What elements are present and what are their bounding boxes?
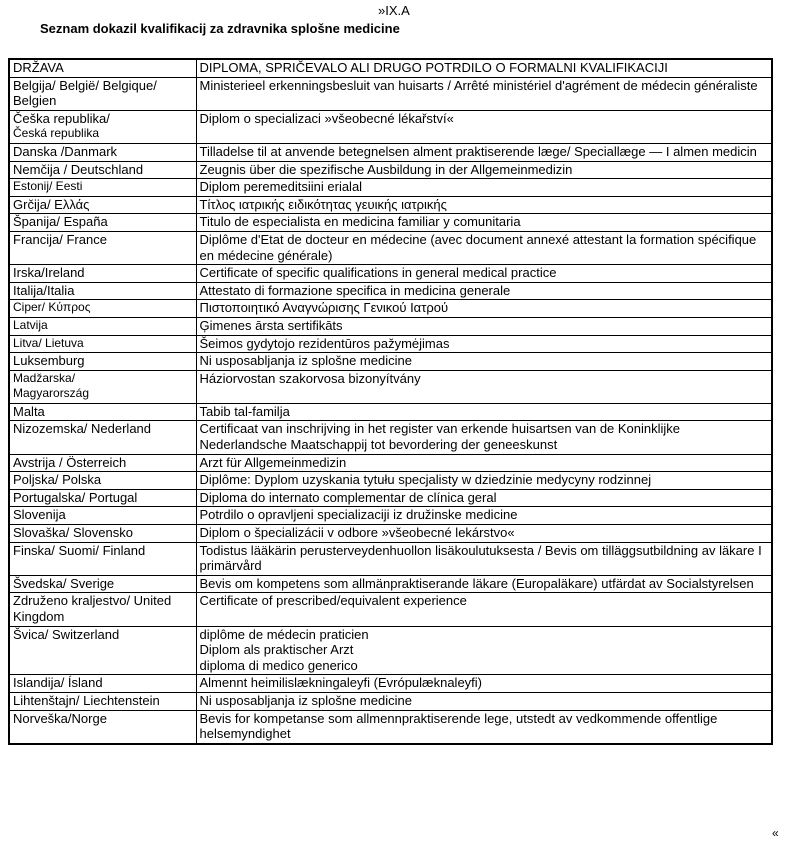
qualification-cell: Πιστοποιητικό Αναγνώρισης Γενικού Ιατρού: [196, 300, 772, 318]
country-cell: Luksemburg: [9, 353, 196, 371]
country-cell: Belgija/ België/ Belgique/ Belgien: [9, 77, 196, 110]
qualification-cell: Diplôme: Dyplom uzyskania tytułu specjalisty w dziedzinie medycyny rodzinnej: [196, 472, 772, 490]
country-cell: Lihtenštajn/ Liechtenstein: [9, 692, 196, 710]
annex-label: »IX.A: [378, 3, 410, 18]
table-row: [9, 143, 772, 161]
qualification-line-german: Diplom als praktischer Arzt: [199, 642, 354, 658]
country-cell: Italija/Italia: [9, 282, 196, 300]
qualification-cell: Certificaat van inschrijving in het register van erkende huisartsen van de Koninklijke Nederlandsche Maatschappij tot bevordering der geneeskunst: [196, 421, 772, 454]
table-row: [9, 489, 772, 507]
country-cell: Nemčija / Deutschland: [9, 161, 196, 179]
qualification-cell: Almennt heimilislækningaleyfi (Evrópulæknaleyfi): [196, 675, 772, 693]
table-row: [9, 675, 772, 693]
qualification-cell: Tilladelse til at anvende betegnelsen alment praktiserende læge/ Speciallæge — I almen medicin: [196, 143, 772, 161]
table-row: [9, 575, 772, 593]
table-row: [9, 353, 772, 371]
table-row: [9, 161, 772, 179]
table-row: [9, 626, 772, 675]
table-row: [9, 196, 772, 214]
header-country: DRŽAVA: [9, 59, 196, 77]
qualification-cell: Certificate of specific qualifications in general medical practice: [196, 265, 772, 283]
country-cell: Irska/Ireland: [9, 265, 196, 283]
table-row: [9, 454, 772, 472]
table-row: [9, 472, 772, 490]
country-cell: Estonij/ Eesti: [9, 179, 196, 197]
table-row: [9, 692, 772, 710]
qualification-cell: Bevis for kompetanse som allmennpraktiserende lege, utstedt av vedkommende offentlige helsemyndighet: [196, 710, 772, 744]
qualification-cell: Diploma do internato complementar de clínica geral: [196, 489, 772, 507]
qualification-cell: Šeimos gydytojo rezidentūros pažymėjimas: [196, 335, 772, 353]
table-row: [9, 403, 772, 421]
table-row: [9, 370, 772, 403]
country-cell: Slovaška/ Slovensko: [9, 525, 196, 543]
country-cell: Grčija/ Ελλάς: [9, 196, 196, 214]
table-row: [9, 593, 772, 626]
qualification-cell: Attestato di formazione specifica in medicina generale: [196, 282, 772, 300]
table-row: [9, 179, 772, 197]
table-row: [9, 214, 772, 232]
table-row: [9, 77, 772, 110]
table-row: [9, 507, 772, 525]
qualification-cell: Τίτλος ιατρικής ειδικότητας γευικής ιατρικής: [196, 196, 772, 214]
country-cell: Islandija/ Ísland: [9, 675, 196, 693]
table-header-row: [9, 59, 772, 77]
closing-quote-mark: «: [772, 826, 779, 840]
country-cell: Portugalska/ Portugal: [9, 489, 196, 507]
country-cell: [9, 110, 196, 143]
table-row: [9, 282, 772, 300]
table-row: [9, 542, 772, 575]
qualification-cell: Ministerieel erkenningsbesluit van huisarts / Arrêté ministériel d'agrément de médecin généraliste: [196, 77, 772, 110]
qualification-cell: [196, 626, 772, 675]
table-row: [9, 110, 772, 143]
country-cell: Združeno kraljestvo/ United Kingdom: [9, 593, 196, 626]
country-name: Češka republika/: [13, 110, 110, 126]
country-cell: [9, 370, 196, 403]
country-cell: Nizozemska/ Nederland: [9, 421, 196, 454]
table-row: [9, 317, 772, 335]
qualification-cell: Háziorvostan szakorvosa bizonyítvány: [196, 370, 772, 403]
qualification-cell: Bevis om kompetens som allmänpraktiserande läkare (Europaläkare) utfärdat av Socialstyrelsen: [196, 575, 772, 593]
qualification-cell: Potrdilo o opravljeni specializaciji iz družinske medicine: [196, 507, 772, 525]
table-row: [9, 421, 772, 454]
qualification-cell: Titulo de especialista en medicina familiar y comunitaria: [196, 214, 772, 232]
qualification-cell: Diplôme d'Etat de docteur en médecine (avec document annexé attestant la formation spécifique en médecine générale): [196, 231, 772, 264]
qualification-cell: Ģimenes ārsta sertifikāts: [196, 317, 772, 335]
qualification-cell: Ni usposabljanja iz splošne medicine: [196, 692, 772, 710]
country-cell: Latvija: [9, 317, 196, 335]
qualification-cell: Todistus lääkärin perusterveydenhuollon lisäkoulutuksesta / Bevis om tilläggsutbildning av läkare I primärvård: [196, 542, 772, 575]
country-cell: Švedska/ Sverige: [9, 575, 196, 593]
country-cell: Španija/ España: [9, 214, 196, 232]
country-cell: Litva/ Lietuva: [9, 335, 196, 353]
country-name-native: Česká republika: [13, 126, 100, 141]
qualification-cell: Zeugnis über die spezifische Ausbildung in der Allgemeinmedizin: [196, 161, 772, 179]
country-cell: Danska /Danmark: [9, 143, 196, 161]
qualification-cell: Diplom o specializaci »všeobecné lékařství«: [196, 110, 772, 143]
qualifications-table: [8, 58, 773, 745]
table-body: [9, 77, 772, 744]
country-cell: Ciper/ Κύπρος: [9, 300, 196, 318]
qualification-cell: Diplom o špecializácii v odbore »všeobecné lekárstvo«: [196, 525, 772, 543]
country-cell: Avstrija / Österreich: [9, 454, 196, 472]
qualification-cell: Ni usposabljanja iz splošne medicine: [196, 353, 772, 371]
table-row: [9, 525, 772, 543]
country-cell: Slovenija: [9, 507, 196, 525]
qualification-line-french: diplôme de médecin praticien: [199, 626, 369, 642]
country-cell: Švica/ Switzerland: [9, 626, 196, 675]
qualifications-table-container: [8, 58, 771, 745]
qualification-cell: Diplom peremeditsiini erialal: [196, 179, 772, 197]
page-title: Seznam dokazil kvalifikacij za zdravnika splošne medicine: [40, 21, 400, 36]
country-cell: Norveška/Norge: [9, 710, 196, 744]
header-qualification: DIPLOMA, SPRIČEVALO ALI DRUGO POTRDILO O FORMALNI KVALIFIKACIJI: [196, 59, 772, 77]
country-cell: Poljska/ Polska: [9, 472, 196, 490]
table-row: [9, 300, 772, 318]
qualification-cell: Arzt für Allgemeinmedizin: [196, 454, 772, 472]
qualification-line-italian: diploma di medico generico: [199, 657, 358, 673]
country-cell: Malta: [9, 403, 196, 421]
country-cell: Finska/ Suomi/ Finland: [9, 542, 196, 575]
qualification-cell: Certificate of prescribed/equivalent experience: [196, 593, 772, 626]
country-cell: Francija/ France: [9, 231, 196, 264]
country-name: Madžarska/: [13, 370, 76, 385]
table-row: [9, 231, 772, 264]
table-row: [9, 265, 772, 283]
qualification-cell: Tabib tal-familja: [196, 403, 772, 421]
table-row: [9, 335, 772, 353]
country-name-native: Magyarország: [13, 386, 90, 401]
table-row: [9, 710, 772, 744]
